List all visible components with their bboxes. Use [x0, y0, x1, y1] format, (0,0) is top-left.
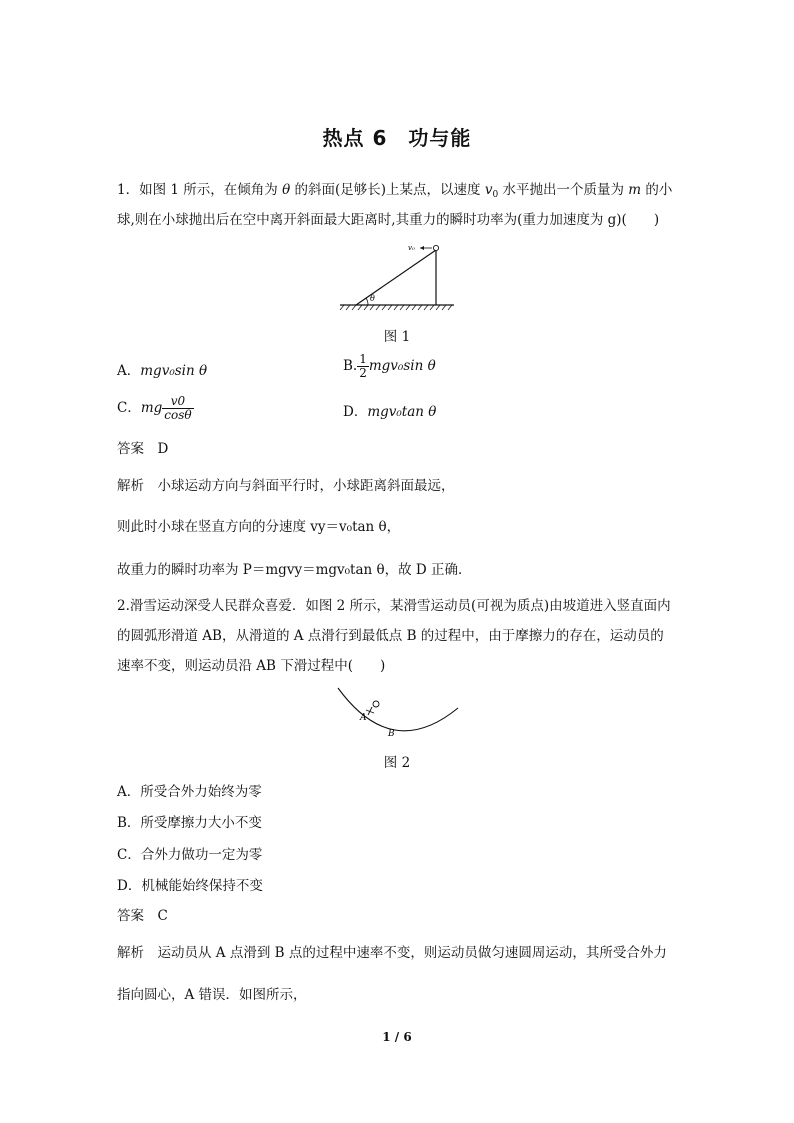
figure-1-caption: 图 1 — [383, 329, 411, 345]
figure-2-caption: 图 2 — [383, 755, 411, 771]
q1-analysis-line-2: 则此时小球在竖直方向的分速度 vy＝v₀tan θ， — [117, 519, 401, 535]
q1-option-b: B. $\frac{1}{2}$ mgv₀sin θ — [343, 352, 436, 380]
figure-2-arc-track-diagram — [330, 682, 465, 744]
q2-answer: 答案 C — [117, 908, 168, 924]
page-title: 热点 6 功与能 — [322, 126, 472, 150]
q1-option-d: D．mgv₀tan θ — [343, 404, 437, 420]
figure-2-label-b: B — [388, 729, 395, 739]
page-number: 1 / 6 — [382, 1030, 412, 1044]
figure-2-skier-head — [373, 701, 379, 707]
q1-line-2: 球,则在小球抛出后在空中离开斜面最大距离时,其重力的瞬时功率为(重力加速度为 g)( ) — [117, 212, 660, 228]
q1-option-a: A．mgv₀sin θ — [117, 363, 208, 379]
figure-2-label-a: A — [360, 713, 367, 723]
q2-analysis-line-1: 解析 运动员从 A 点滑到 B 点的过程中速率不变，则运动员做匀速圆周运动，其所受合外力 — [117, 945, 667, 961]
figure-1-incline-diagram — [338, 240, 458, 312]
figure-1-v0-label: v₀ — [408, 244, 415, 252]
q2-option-d: D．机械能始终保持不变 — [117, 878, 263, 894]
q2-option-b: B．所受摩擦力大小不变 — [117, 815, 262, 831]
q2-line-2: 的圆弧形滑道 AB，从滑道的 A 点滑行到最低点 B 的过程中，由于摩擦力的存在，运动员的 — [117, 628, 664, 644]
q2-line-3: 速率不变，则运动员沿 AB 下滑过程中( ) — [117, 658, 386, 674]
q2-line-1: 2.滑雪运动深受人民群众喜爱．如图 2 所示，某滑雪运动员(可视为质点)由坡道进入竖直面内 — [117, 598, 671, 614]
q2-option-c: C．合外力做功一定为零 — [117, 847, 263, 863]
figure-1-theta-label: θ — [370, 294, 375, 303]
figure-1-ball — [433, 245, 438, 250]
q1-answer: 答案 D — [117, 441, 169, 457]
q1-analysis-line-1: 解析 小球运动方向与斜面平行时，小球距离斜面最远， — [117, 478, 455, 494]
q1-option-c: C．mg $\frac{v0}{\cos\theta}$ — [117, 394, 192, 422]
q1-analysis-line-3: 故重力的瞬时功率为 P＝mgvy＝mgv₀tan θ，故 D 正确． — [117, 562, 472, 578]
q2-option-a: A．所受合外力始终为零 — [117, 784, 262, 800]
q1-line-1: 1．如图 1 所示，在倾角为 θ 的斜面(足够长)上某点，以速度 $v_0$ 水平抛出一个质量为 m 的小 — [117, 182, 673, 200]
q2-analysis-line-2: 指向圆心，A 错误．如图所示， — [117, 987, 307, 1003]
